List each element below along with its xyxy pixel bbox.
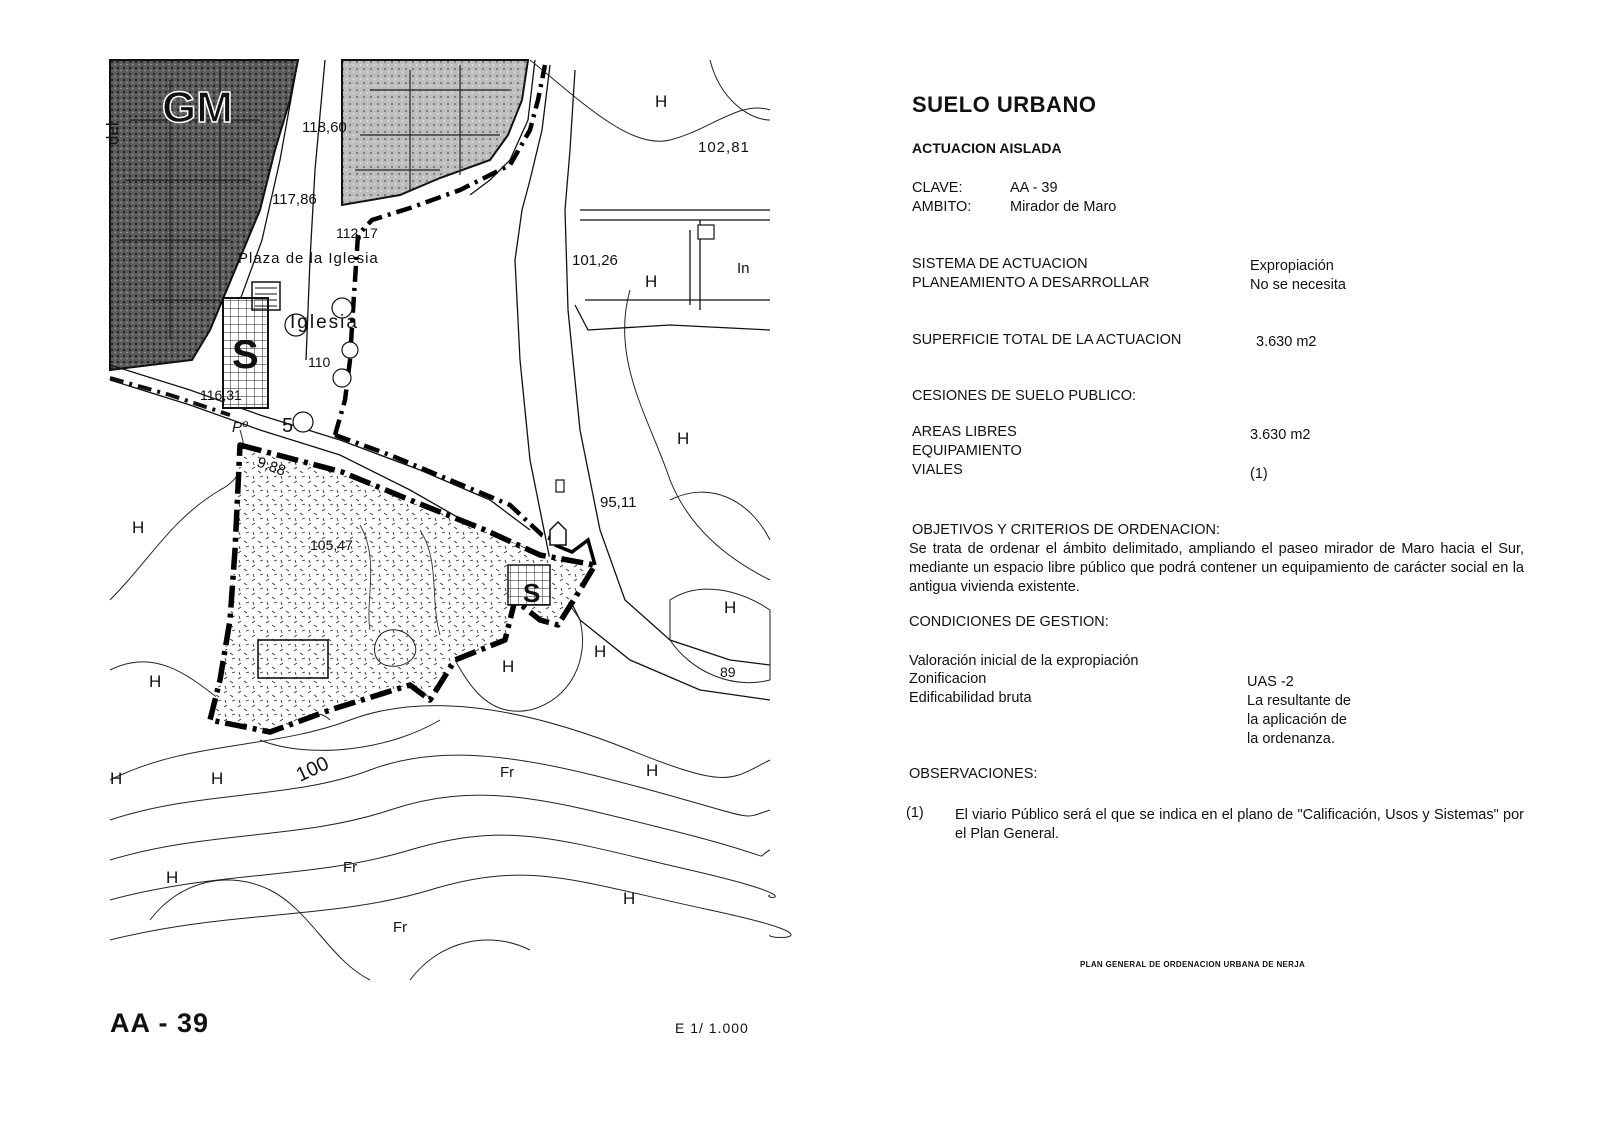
- areas-label: AREAS LIBRES: [912, 424, 1017, 440]
- edificabilidad-value-3: la ordenanza.: [1247, 731, 1335, 747]
- elev-117: 117,86: [272, 191, 317, 208]
- map-label-h: H: [132, 518, 145, 537]
- viales-value: (1): [1250, 466, 1268, 482]
- map-label-del: del: [103, 122, 122, 145]
- planeamiento-value: No se necesita: [1250, 277, 1346, 293]
- edificabilidad-value-2: la aplicación de: [1247, 712, 1347, 728]
- map-label-fr: Fr: [343, 859, 358, 876]
- objetivos-heading: OBJETIVOS Y CRITERIOS DE ORDENACION:: [912, 522, 1221, 538]
- elev-105: 105,47: [310, 537, 353, 553]
- superficie-label: SUPERFICIE TOTAL DE LA ACTUACION: [912, 332, 1182, 348]
- urban-block-north: [342, 60, 528, 205]
- planeamiento-label: PLANEAMIENTO A DESARROLLAR: [912, 275, 1150, 291]
- zonificacion-value: UAS -2: [1247, 674, 1294, 690]
- clave-value: AA - 39: [1010, 180, 1058, 196]
- map-label-h: H: [645, 272, 658, 291]
- map-label-h: H: [677, 429, 690, 448]
- elev-116: 116,31: [200, 387, 242, 403]
- map-label-s-equip: S: [523, 578, 541, 608]
- map-label-h: H: [211, 769, 224, 788]
- elev-95: 95,11: [600, 494, 637, 511]
- ambito-value: Mirador de Maro: [1010, 199, 1117, 215]
- clave-label: CLAVE:: [912, 180, 963, 196]
- map-label-num5: 5: [282, 415, 294, 437]
- map-label-s-church: S: [232, 333, 259, 377]
- map-label-gm: GM: [162, 83, 233, 132]
- elev-102: 102,81: [698, 139, 750, 156]
- sistema-label: SISTEMA DE ACTUACION: [912, 256, 1088, 272]
- condiciones-heading: CONDICIONES DE GESTION:: [909, 614, 1109, 630]
- elev-118: 118,60: [302, 119, 347, 136]
- obs-text: El viario Público será el que se indica en el plano de "Calificación, Usos y Sistemas" por el Plan General.: [955, 807, 1524, 842]
- map-label-h: H: [166, 868, 179, 887]
- observaciones-heading: OBSERVACIONES:: [909, 766, 1038, 782]
- edificabilidad-value-1: La resultante de: [1247, 693, 1351, 709]
- map-label-h: H: [594, 642, 607, 661]
- superficie-value: 3.630 m2: [1256, 334, 1317, 350]
- map-label-h: H: [502, 657, 515, 676]
- site-plan-map: [103, 60, 770, 980]
- map-label-h: H: [724, 598, 737, 617]
- map-label-plaza: Plaza de la Iglesia: [238, 250, 379, 267]
- map-label-paseo: Pº: [232, 419, 248, 436]
- map-label-h: H: [646, 761, 659, 780]
- page-title: SUELO URBANO: [912, 92, 1097, 117]
- map-label-in: In: [737, 260, 750, 277]
- map-label-h: H: [149, 672, 162, 691]
- valoracion-label: Valoración inicial de la expropiación: [909, 653, 1139, 669]
- ambito-label: AMBITO:: [912, 199, 972, 215]
- elev-89: 89: [720, 664, 736, 680]
- map-label-h: H: [655, 92, 668, 111]
- edificabilidad-label: Edificabilidad bruta: [909, 690, 1032, 706]
- zonificacion-label: Zonificacion: [909, 671, 987, 687]
- map-label-fr: Fr: [393, 919, 408, 936]
- map-label-iglesia: Iglesia: [290, 312, 359, 333]
- obs-number: (1): [906, 805, 924, 821]
- map-label-num9: 9,88: [254, 453, 288, 480]
- objetivos-text: Se trata de ordenar el ámbito delimitado, ampliando el paseo mirador de Maro hacia el Sur, mediante un espacio libre público que podrá contener un equipamiento de carácter social en la antigua vivienda existente.: [909, 541, 1524, 595]
- footer-plan: PLAN GENERAL DE ORDENACION URBANA DE NERJA: [1080, 960, 1306, 969]
- contour-100: 100: [292, 752, 333, 787]
- map-code: AA - 39: [110, 1008, 210, 1038]
- equipamiento-label: EQUIPAMIENTO: [912, 443, 1022, 459]
- areas-value: 3.630 m2: [1250, 427, 1311, 443]
- map-label-fr: Fr: [500, 764, 515, 781]
- elev-112: 112,17: [336, 225, 378, 241]
- map-label-h: H: [110, 769, 123, 788]
- elev-110: 110: [308, 354, 331, 370]
- map-scale: E 1/ 1.000: [675, 1020, 749, 1036]
- sistema-value: Expropiación: [1250, 258, 1334, 274]
- page-subtitle: ACTUACION AISLADA: [912, 140, 1062, 156]
- cesiones-heading: CESIONES DE SUELO PUBLICO:: [912, 388, 1137, 404]
- map-label-h: H: [623, 889, 636, 908]
- elev-101: 101,26: [572, 252, 618, 269]
- viales-label: VIALES: [912, 462, 963, 478]
